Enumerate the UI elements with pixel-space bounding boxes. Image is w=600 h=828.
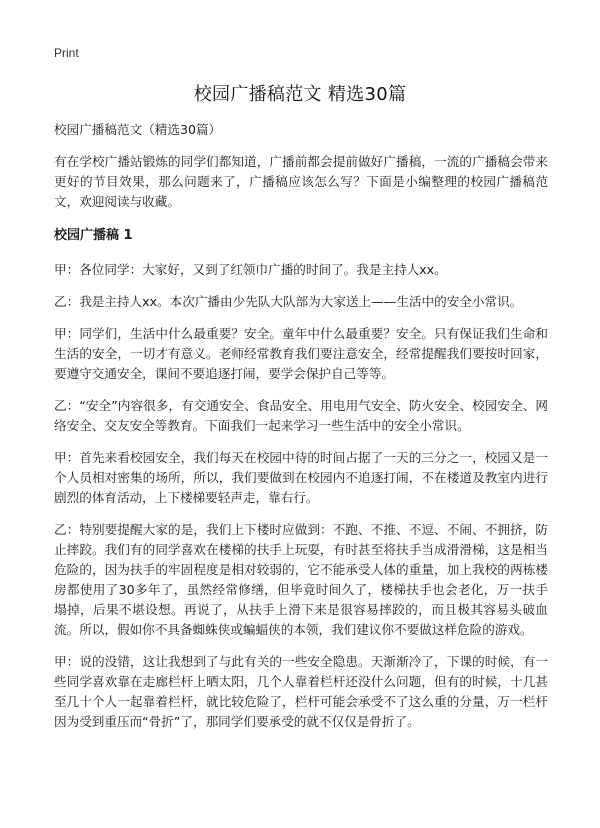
- document-subtitle: 校园广播稿范文（精选30篇）: [54, 122, 222, 137]
- intro-paragraph: 有在学校广播站锻炼的同学们都知道，广播前都会提前做好广播稿，一流的广播稿会带来更好的节目效果，那么问题来了，广播稿应该怎么写？下面是小编整理的校园广播稿范文，欢迎阅读与收藏。: [54, 154, 548, 209]
- dialogue-paragraph: 乙：“安全”内容很多，有交通安全、食品安全、用电用气安全、防火安全、校园安全、网络安全、交友安全等教育。下面我们一起来学习一些生活中的安全小常识。: [54, 398, 548, 433]
- print-label: Print: [54, 46, 79, 60]
- dialogue-paragraph: 甲：同学们，生活中什么最重要？安全。童年中什么最重要？安全。只有保证我们生命和生活的安全，一切才有意义。老师经常教育我们要注意安全，经常提醒我们要按时回家，要遵守交通安全，课间不要追逐打闹，要学会保护自己等等。: [54, 326, 548, 381]
- dialogue-paragraph: 甲：各位同学：大家好，又到了红领巾广播的时间了。我是主持人xx。: [54, 262, 447, 277]
- dialogue-paragraph: 甲：首先来看校园安全，我们每天在校园中待的时间占据了一天的三分之一，校园又是一个人员相对密集的场所，所以，我们要做到在校园内不追逐打闹，不在楼道及教室内进行剧烈的体育活动，上下楼梯要轻声走，靠右行。: [54, 450, 548, 505]
- dialogue-paragraph: 乙：特别要提醒大家的是，我们上下楼时应做到：不跑、不推、不逗、不闹、不拥挤，防止摔跤。我们有的同学喜欢在楼梯的扶手上玩耍，有时甚至将扶手当成滑滑梯，这是相当危险的，因为扶手的牢固程度是相对较弱的，它不能承受人体的重量，加上我校的两栋楼房都使用了30多年了，虽然经常修缮，但毕竟时间久了，楼梯扶手也会老化，万一扶手塌掉，后果不堪设想。再说了，从扶手上滑下来是很容易摔跤的，而且极其容易头破血流。所以，假如你不具备蜘蛛侠或蝙蝠侠的本领，我们建议你不要做这样危险的游戏。: [54, 522, 548, 637]
- section-heading: 校园广播稿 1: [54, 228, 133, 243]
- dialogue-paragraph: 甲：说的没错，这让我想到了与此有关的一些安全隐患。天渐渐冷了，下课的时候，有一些同学喜欢靠在走廊栏杆上晒太阳，几个人靠着栏杆还没什么问题，但有的时候，十几甚至几十个人一起靠着栏杆，就比较危险了，栏杆可能会承受不了这么重的分量，万一栏杆因为受到重压而“骨折”了，那同学们要承受的就不仅仅是骨折了。: [54, 654, 548, 729]
- page-title: 校园广播稿范文 精选30篇: [193, 84, 407, 105]
- document-body: [54, 120, 548, 744]
- dialogue-paragraph: 乙：我是主持人xx。本次广播由少先队大队部为大家送上——生活中的安全小常识。: [54, 294, 523, 309]
